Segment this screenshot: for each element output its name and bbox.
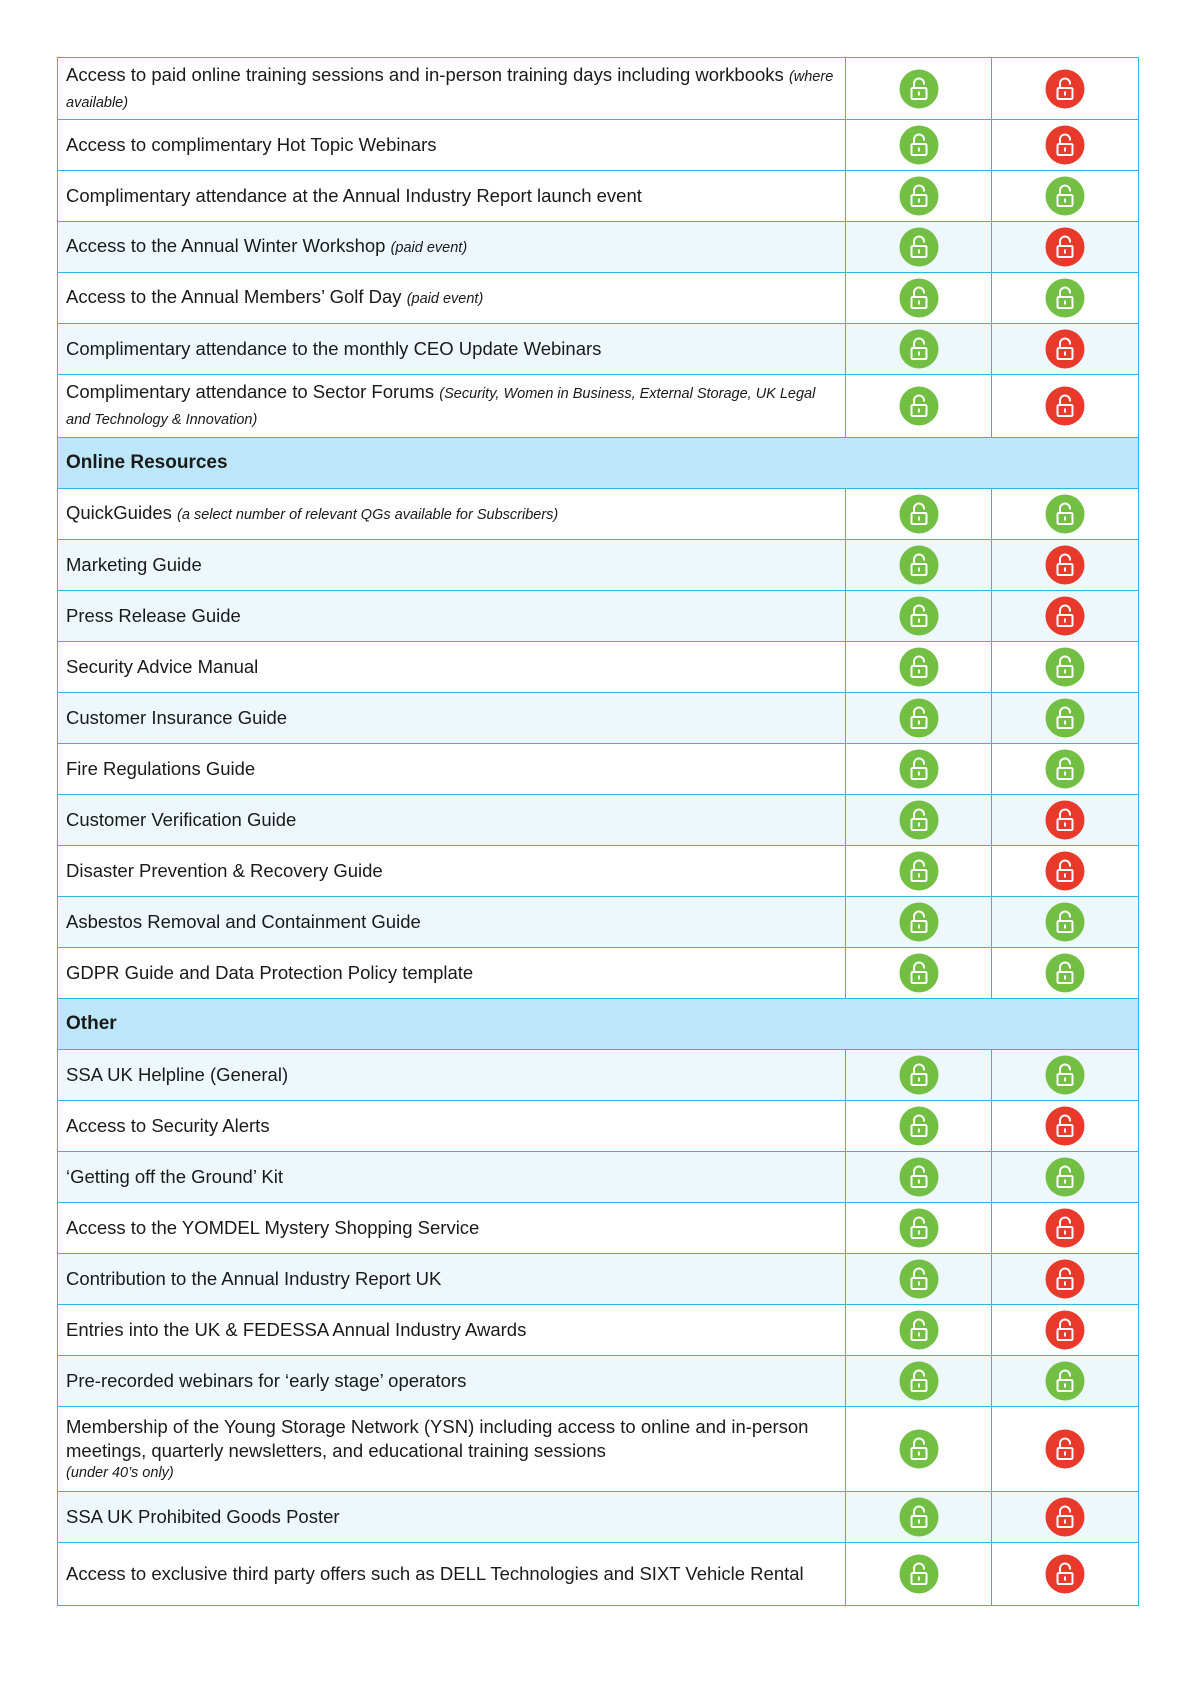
benefit-label-cell [58, 1152, 846, 1203]
benefit-row [58, 1543, 1139, 1606]
benefit-label: Complimentary attendance at the Annual Industry Report launch event [66, 185, 642, 206]
unlocked-padlock-green-icon [899, 69, 939, 109]
subscriber-availability-cell [992, 1305, 1139, 1356]
unlocked-padlock-green-icon [899, 1310, 939, 1350]
unlocked-padlock-green-icon [1045, 647, 1085, 687]
benefit-row [58, 1050, 1139, 1101]
benefit-label: Entries into the UK & FEDESSA Annual Industry Awards [66, 1319, 527, 1340]
member-availability-cell [846, 120, 992, 171]
subscriber-availability-cell [992, 222, 1139, 273]
unlocked-padlock-green-icon [1045, 902, 1085, 942]
benefit-row [58, 324, 1139, 375]
benefit-label: Complimentary attendance to the monthly CEO Update Webinars [66, 338, 602, 359]
unlocked-padlock-green-icon [899, 329, 939, 369]
unlocked-padlock-green-icon [899, 545, 939, 585]
benefit-label: SSA UK Prohibited Goods Poster [66, 1506, 340, 1527]
subscriber-availability-cell [992, 1050, 1139, 1101]
benefit-label-cell [58, 324, 846, 375]
benefit-label: Press Release Guide [66, 605, 241, 626]
subscriber-availability-cell [992, 897, 1139, 948]
member-availability-cell [846, 1492, 992, 1543]
unlocked-padlock-green-icon [1045, 494, 1085, 534]
benefit-row [58, 1152, 1139, 1203]
benefit-row [58, 1101, 1139, 1152]
benefit-label: Security Advice Manual [66, 656, 259, 677]
benefit-label: Access to paid online training sessions and in-person training days including workbooks [66, 63, 784, 85]
benefit-label-cell [58, 744, 846, 795]
subscriber-availability-cell [992, 846, 1139, 897]
benefit-label-cell [58, 1203, 846, 1254]
subscriber-availability-cell [992, 1203, 1139, 1254]
unlocked-padlock-green-icon [899, 596, 939, 636]
benefit-label-cell [58, 846, 846, 897]
benefit-row [58, 948, 1139, 999]
benefit-note: (under 40’s only) [66, 1465, 174, 1481]
benefit-note: (paid event) [406, 291, 484, 307]
benefit-row [58, 693, 1139, 744]
benefit-label-cell [58, 1407, 846, 1492]
member-availability-cell [846, 948, 992, 999]
unlocked-padlock-green-icon [899, 125, 939, 165]
benefit-label: Complimentary attendance to Sector Forums [66, 381, 435, 402]
unlocked-padlock-green-icon [899, 1554, 939, 1594]
unlocked-padlock-red-icon [1045, 1208, 1085, 1248]
unlocked-padlock-green-icon [899, 1259, 939, 1299]
benefit-note: (Security, Women in Business, External Storage, UK Legal and Technology & Innovation) [66, 386, 816, 428]
member-availability-cell [846, 540, 992, 591]
unlocked-padlock-green-icon [899, 1497, 939, 1537]
benefit-label-cell [58, 591, 846, 642]
subscriber-availability-cell [992, 489, 1139, 540]
unlocked-padlock-red-icon [1045, 1259, 1085, 1299]
benefit-label: SSA UK Helpline (General) [66, 1064, 289, 1085]
unlocked-padlock-green-icon [899, 1361, 939, 1401]
subscriber-availability-cell [992, 273, 1139, 324]
member-availability-cell [846, 171, 992, 222]
member-availability-cell [846, 744, 992, 795]
member-availability-cell [846, 1305, 992, 1356]
benefit-label-cell [58, 222, 846, 273]
benefit-row [58, 273, 1139, 324]
unlocked-padlock-green-icon [899, 698, 939, 738]
subscriber-availability-cell [992, 795, 1139, 846]
unlocked-padlock-green-icon [899, 1106, 939, 1146]
benefit-row [58, 120, 1139, 171]
unlocked-padlock-green-icon [899, 1208, 939, 1248]
member-availability-cell [846, 591, 992, 642]
unlocked-padlock-green-icon [1045, 1157, 1085, 1197]
subscriber-availability-cell [992, 171, 1139, 222]
benefits-table [57, 57, 1139, 1606]
subscriber-availability-cell [992, 375, 1139, 438]
member-availability-cell [846, 795, 992, 846]
benefit-row [58, 642, 1139, 693]
unlocked-padlock-red-icon [1045, 1497, 1085, 1537]
member-availability-cell [846, 693, 992, 744]
unlocked-padlock-green-icon [1045, 953, 1085, 993]
benefit-label-cell [58, 58, 846, 120]
benefit-row [58, 58, 1139, 120]
subscriber-availability-cell [992, 58, 1139, 120]
member-availability-cell [846, 222, 992, 273]
benefit-note: (paid event) [390, 240, 468, 256]
unlocked-padlock-green-icon [899, 851, 939, 891]
subscriber-availability-cell [992, 1356, 1139, 1407]
benefit-row [58, 591, 1139, 642]
benefit-label: Customer Verification Guide [66, 809, 297, 830]
member-availability-cell [846, 1543, 992, 1606]
unlocked-padlock-red-icon [1045, 69, 1085, 109]
member-availability-cell [846, 1356, 992, 1407]
unlocked-padlock-green-icon [1045, 749, 1085, 789]
unlocked-padlock-green-icon [899, 176, 939, 216]
benefit-row [58, 171, 1139, 222]
benefit-label-cell [58, 693, 846, 744]
benefit-label: Access to exclusive third party offers such as DELL Technologies and SIXT Vehicle Rental [66, 1563, 804, 1584]
section-header-row [58, 999, 1139, 1050]
benefit-row [58, 1254, 1139, 1305]
benefit-label-cell [58, 795, 846, 846]
unlocked-padlock-green-icon [899, 902, 939, 942]
benefit-label: Disaster Prevention & Recovery Guide [66, 860, 383, 881]
unlocked-padlock-red-icon [1045, 1554, 1085, 1594]
benefit-label: Access to Security Alerts [66, 1115, 270, 1136]
subscriber-availability-cell [992, 948, 1139, 999]
unlocked-padlock-green-icon [1045, 278, 1085, 318]
benefit-label: Membership of the Young Storage Network (YSN) including access to online and in-person meetings, quarterly newsletters, and educational training sessions [66, 1416, 809, 1461]
unlocked-padlock-green-icon [1045, 1361, 1085, 1401]
subscriber-availability-cell [992, 324, 1139, 375]
benefit-label-cell [58, 171, 846, 222]
unlocked-padlock-green-icon [899, 953, 939, 993]
unlocked-padlock-green-icon [899, 1429, 939, 1469]
subscriber-availability-cell [992, 1152, 1139, 1203]
unlocked-padlock-green-icon [899, 227, 939, 267]
unlocked-padlock-red-icon [1045, 545, 1085, 585]
unlocked-padlock-red-icon [1045, 227, 1085, 267]
unlocked-padlock-red-icon [1045, 800, 1085, 840]
benefit-row [58, 1305, 1139, 1356]
benefit-note: (a select number of relevant QGs available for Subscribers) [177, 507, 559, 523]
benefit-label: Contribution to the Annual Industry Report UK [66, 1268, 442, 1289]
subscriber-availability-cell [992, 1407, 1139, 1492]
subscriber-availability-cell [992, 1543, 1139, 1606]
benefit-label: GDPR Guide and Data Protection Policy template [66, 962, 474, 983]
unlocked-padlock-green-icon [1045, 698, 1085, 738]
benefit-label: Asbestos Removal and Containment Guide [66, 911, 421, 932]
benefit-label: Access to the YOMDEL Mystery Shopping Service [66, 1217, 480, 1238]
subscriber-availability-cell [992, 693, 1139, 744]
member-availability-cell [846, 375, 992, 438]
member-availability-cell [846, 1203, 992, 1254]
subscriber-availability-cell [992, 642, 1139, 693]
unlocked-padlock-green-icon [899, 1055, 939, 1095]
benefit-label: Marketing Guide [66, 554, 202, 575]
benefit-label: Customer Insurance Guide [66, 707, 288, 728]
subscriber-availability-cell [992, 744, 1139, 795]
benefit-label: ‘Getting off the Ground’ Kit [66, 1166, 283, 1187]
member-availability-cell [846, 1152, 992, 1203]
member-availability-cell [846, 1101, 992, 1152]
member-availability-cell [846, 846, 992, 897]
unlocked-padlock-green-icon [899, 386, 939, 426]
unlocked-padlock-green-icon [1045, 176, 1085, 216]
benefit-label-cell [58, 948, 846, 999]
benefit-label-cell [58, 489, 846, 540]
benefit-label: Access to complimentary Hot Topic Webinars [66, 134, 437, 155]
benefit-label: Fire Regulations Guide [66, 758, 256, 779]
benefit-label-cell [58, 1356, 846, 1407]
unlocked-padlock-green-icon [899, 1157, 939, 1197]
benefit-row [58, 1407, 1139, 1492]
member-availability-cell [846, 1050, 992, 1101]
benefit-label-cell [58, 375, 846, 438]
subscriber-availability-cell [992, 120, 1139, 171]
unlocked-padlock-green-icon [899, 749, 939, 789]
benefit-row [58, 897, 1139, 948]
benefit-label: Access to the Annual Winter Workshop [66, 235, 386, 256]
benefit-label-cell [58, 120, 846, 171]
benefit-label: QuickGuides [66, 502, 172, 523]
unlocked-padlock-green-icon [899, 647, 939, 687]
section-title: Other [58, 999, 1139, 1050]
membership-benefits-page [57, 57, 1138, 1606]
subscriber-availability-cell [992, 1101, 1139, 1152]
benefit-label-cell [58, 540, 846, 591]
section-title: Online Resources [58, 438, 1139, 489]
unlocked-padlock-red-icon [1045, 329, 1085, 369]
unlocked-padlock-red-icon [1045, 1429, 1085, 1469]
unlocked-padlock-red-icon [1045, 1106, 1085, 1146]
benefit-label: Pre-recorded webinars for ‘early stage’ operators [66, 1370, 467, 1391]
section-header-row [58, 438, 1139, 489]
member-availability-cell [846, 642, 992, 693]
benefit-row [58, 744, 1139, 795]
member-availability-cell [846, 897, 992, 948]
unlocked-padlock-green-icon [899, 800, 939, 840]
benefit-label-cell [58, 897, 846, 948]
member-availability-cell [846, 489, 992, 540]
benefit-label-cell [58, 1492, 846, 1543]
subscriber-availability-cell [992, 591, 1139, 642]
benefits-table-body [58, 58, 1139, 1606]
member-availability-cell [846, 1254, 992, 1305]
benefit-label-cell [58, 1305, 846, 1356]
benefit-label-cell [58, 1543, 846, 1606]
unlocked-padlock-green-icon [899, 278, 939, 318]
benefit-row [58, 375, 1139, 438]
member-availability-cell [846, 273, 992, 324]
benefit-label-cell [58, 1050, 846, 1101]
unlocked-padlock-green-icon [899, 494, 939, 534]
member-availability-cell [846, 1407, 992, 1492]
benefit-row [58, 795, 1139, 846]
benefit-row [58, 540, 1139, 591]
member-availability-cell [846, 58, 992, 120]
unlocked-padlock-red-icon [1045, 596, 1085, 636]
benefit-row [58, 846, 1139, 897]
benefit-row [58, 1356, 1139, 1407]
benefit-note: (where available) [66, 68, 834, 111]
unlocked-padlock-red-icon [1045, 125, 1085, 165]
benefit-row [58, 222, 1139, 273]
benefit-row [58, 489, 1139, 540]
subscriber-availability-cell [992, 540, 1139, 591]
benefit-label: Access to the Annual Members’ Golf Day [66, 286, 402, 307]
unlocked-padlock-red-icon [1045, 386, 1085, 426]
subscriber-availability-cell [992, 1254, 1139, 1305]
unlocked-padlock-green-icon [1045, 1055, 1085, 1095]
benefit-label-cell [58, 642, 846, 693]
subscriber-availability-cell [992, 1492, 1139, 1543]
benefit-label-cell [58, 1254, 846, 1305]
benefit-label-cell [58, 1101, 846, 1152]
unlocked-padlock-red-icon [1045, 851, 1085, 891]
member-availability-cell [846, 324, 992, 375]
benefit-row [58, 1492, 1139, 1543]
benefit-row [58, 1203, 1139, 1254]
benefit-label-cell [58, 273, 846, 324]
unlocked-padlock-red-icon [1045, 1310, 1085, 1350]
